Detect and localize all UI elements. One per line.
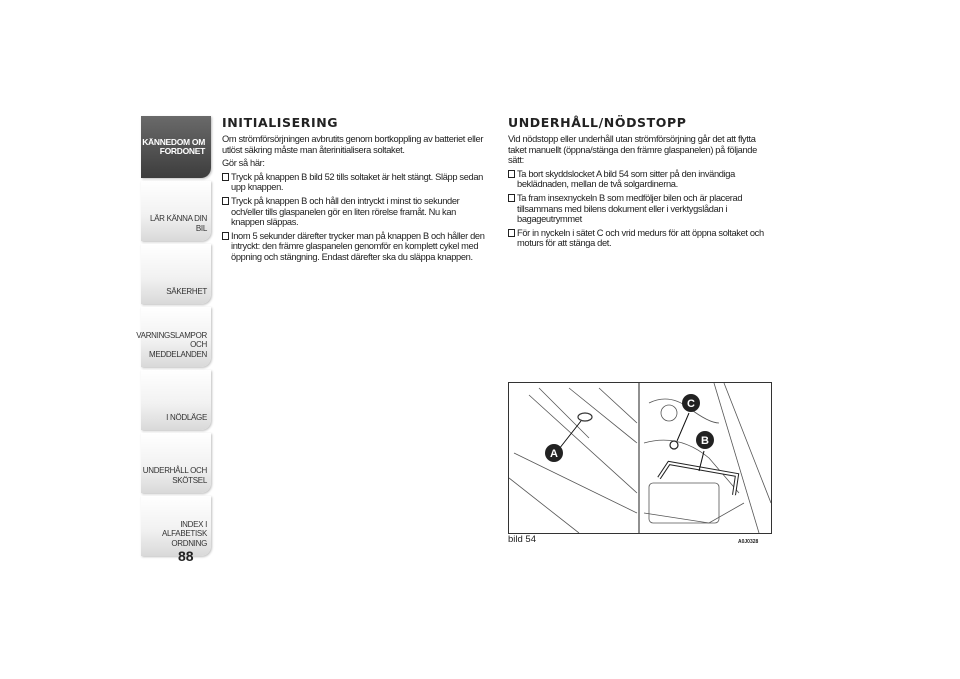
- step-list: [222, 172, 490, 263]
- svg-text:A: A: [550, 448, 558, 460]
- tab-label: INDEX I ALFABETISK ORDNING: [161, 519, 207, 548]
- checkbox-bullet-icon: [508, 170, 515, 178]
- list-item-text: Ta fram insexnyckeln B som medföljer bilen och är placerad tillsammans med bilens dokument eller i verktygslådan i bagageutrymmet: [517, 192, 743, 225]
- list-item-text: Tryck på knappen B och håll den intryckt i minst tio sekunder och/eller tills glaspanelen gör en liten rörelse framåt. Nu kan knappen släppas.: [231, 195, 460, 228]
- list-item: [508, 228, 772, 249]
- checkbox-bullet-icon: [222, 197, 229, 205]
- callout-c: [682, 394, 700, 412]
- list-item-text: Inom 5 sekunder därefter trycker man på knappen B och håller den intryckt: den främre glaspanelen genomför en komplett cykel med öppning och stängning. Endast därefter ska du släppa knappen.: [231, 230, 485, 262]
- list-item: [508, 193, 772, 225]
- sunroof-illustration: [509, 383, 771, 533]
- tab-lar-kanna-din-bil[interactable]: [141, 181, 211, 241]
- section-underhall-nodstopp: [508, 115, 772, 252]
- tab-sakerhet[interactable]: [141, 244, 211, 304]
- tab-underhall-och-skotsel[interactable]: [141, 433, 211, 493]
- socket-c: [670, 441, 678, 449]
- section-heading: INITIALISERING: [222, 115, 339, 130]
- tab-label: KÄNNEDOM OM FORDONET: [142, 136, 205, 156]
- section-initialisering: [222, 115, 490, 266]
- protective-cap-a: [578, 413, 592, 421]
- list-item: [508, 169, 772, 190]
- tab-label: UNDERHÅLL OCH SKÖTSEL: [142, 466, 207, 485]
- svg-text:B: B: [701, 435, 709, 447]
- tab-label: I NÖDLÄGE: [166, 412, 207, 422]
- tab-index[interactable]: [141, 496, 211, 556]
- lead-paragraph: Gör så här:: [222, 158, 265, 169]
- chapter-tabs: [136, 116, 211, 559]
- svg-text:C: C: [687, 398, 695, 410]
- tab-i-nodlage[interactable]: [141, 370, 211, 430]
- list-item-text: Tryck på knappen B bild 52 tills soltaket är helt stängt. Släpp sedan upp knappen.: [231, 171, 483, 193]
- section-heading: UNDERHÅLL/NÖDSTOPP: [508, 115, 687, 130]
- checkbox-bullet-icon: [508, 194, 515, 202]
- step-list: [508, 169, 772, 249]
- callout-b: [696, 431, 714, 449]
- tab-label: SÄKERHET: [166, 286, 207, 296]
- tab-label: VARNINGSLAMPOR OCH MEDDELANDEN: [136, 330, 207, 359]
- list-item-text: Ta bort skyddslocket A bild 54 som sitter på den invändiga beklädnaden, mellan de två solgardinerna.: [517, 168, 735, 190]
- intro-paragraph: Om strömförsörjningen avbrutits genom bortkoppling av batteriet eller utlöst säkring måste man återinitialisera soltaket.: [222, 134, 484, 155]
- tab-varningslampor[interactable]: [136, 307, 211, 367]
- list-item: [222, 231, 490, 263]
- list-item-text: För in nyckeln i sätet C och vrid medurs för att öppna soltaket och moturs för att stänga det.: [517, 227, 764, 249]
- tab-label: LÄR KÄNNA DIN BIL: [149, 214, 207, 233]
- figure-caption: bild 54: [508, 534, 536, 545]
- figure-54: [508, 382, 772, 534]
- checkbox-bullet-icon: [508, 229, 515, 237]
- figure-code: A0J0328: [738, 539, 759, 545]
- intro-paragraph: Vid nödstopp eller underhåll utan strömförsörjning går det att flytta taket manuellt (öppna/stänga den främre glaspanelen) på följande sätt:: [508, 134, 757, 166]
- checkbox-bullet-icon: [222, 173, 229, 181]
- callout-a: [545, 444, 563, 462]
- tab-kannedom-om-fordonet[interactable]: [141, 116, 211, 178]
- checkbox-bullet-icon: [222, 232, 229, 240]
- page-number: 88: [178, 548, 194, 564]
- list-item: [222, 172, 490, 193]
- list-item: [222, 196, 490, 228]
